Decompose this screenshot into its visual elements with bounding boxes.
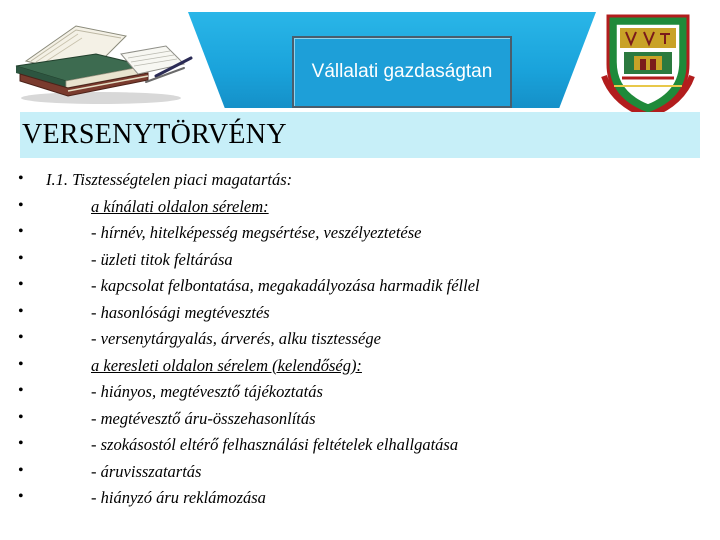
header-box — [292, 36, 512, 108]
university-crest-icon — [600, 12, 696, 118]
bullet-marker: • — [18, 223, 24, 240]
bullet-marker: • — [18, 488, 24, 505]
bullet-marker: • — [18, 302, 24, 320]
bullet-marker: • — [18, 382, 24, 399]
list-item-text: - hírnév, hitelképesség megsértése, veszélyeztetése — [91, 223, 422, 242]
list-item — [18, 356, 708, 383]
bullet-marker: • — [18, 435, 24, 452]
bullet-marker: • — [18, 276, 24, 293]
list-item-text: - hiányos, megtévesztő tájékoztatás — [91, 382, 323, 401]
list-item — [18, 170, 708, 197]
list-item-text: - hiányzó áru reklámozása — [91, 488, 266, 507]
slide-title: VERSENYTÖRVÉNY — [22, 119, 287, 150]
course-title: Vállalati gazdaságtan — [311, 61, 493, 82]
list-item — [18, 276, 708, 303]
bullet-marker: • — [18, 329, 24, 346]
bullet-marker: • — [18, 461, 24, 479]
list-item-text: a kínálati oldalon sérelem: — [91, 196, 269, 216]
bullet-marker: • — [18, 170, 24, 187]
list-item — [18, 250, 708, 277]
list-item — [18, 488, 708, 515]
list-item — [18, 329, 708, 356]
bullet-marker: • — [18, 408, 24, 426]
list-item-text: a keresleti oldalon sérelem (kelendőség): — [91, 355, 362, 375]
slide-title-bar — [20, 112, 700, 158]
list-item — [18, 303, 708, 330]
bullet-marker: • — [18, 355, 24, 373]
books-illustration-icon — [6, 6, 196, 106]
list-item-text: - üzleti titok feltárása — [91, 249, 233, 269]
list-item-text: - versenytárgyalás, árverés, alku tisztessége — [91, 329, 381, 348]
list-item-text: - hasonlósági megtévesztés — [91, 302, 270, 322]
list-item — [18, 197, 708, 224]
list-item-text: - áruvisszatartás — [91, 461, 202, 481]
list-item — [18, 435, 708, 462]
list-item — [18, 409, 708, 436]
list-item — [18, 382, 708, 409]
bullet-marker: • — [18, 196, 24, 214]
list-item-text: - megtévesztő áru-összehasonlítás — [91, 408, 316, 428]
list-item-text: I.1. Tisztességtelen piaci magatartás: — [46, 170, 293, 189]
list-item-text: - szokásostól eltérő felhasználási feltételek elhallgatása — [91, 435, 459, 454]
list-item-text: - kapcsolat felbontatása, megakadályozása harmadik féllel — [91, 276, 480, 295]
list-item — [18, 223, 708, 250]
list-item — [18, 462, 708, 489]
bullet-list — [18, 170, 708, 515]
bullet-marker: • — [18, 249, 24, 267]
